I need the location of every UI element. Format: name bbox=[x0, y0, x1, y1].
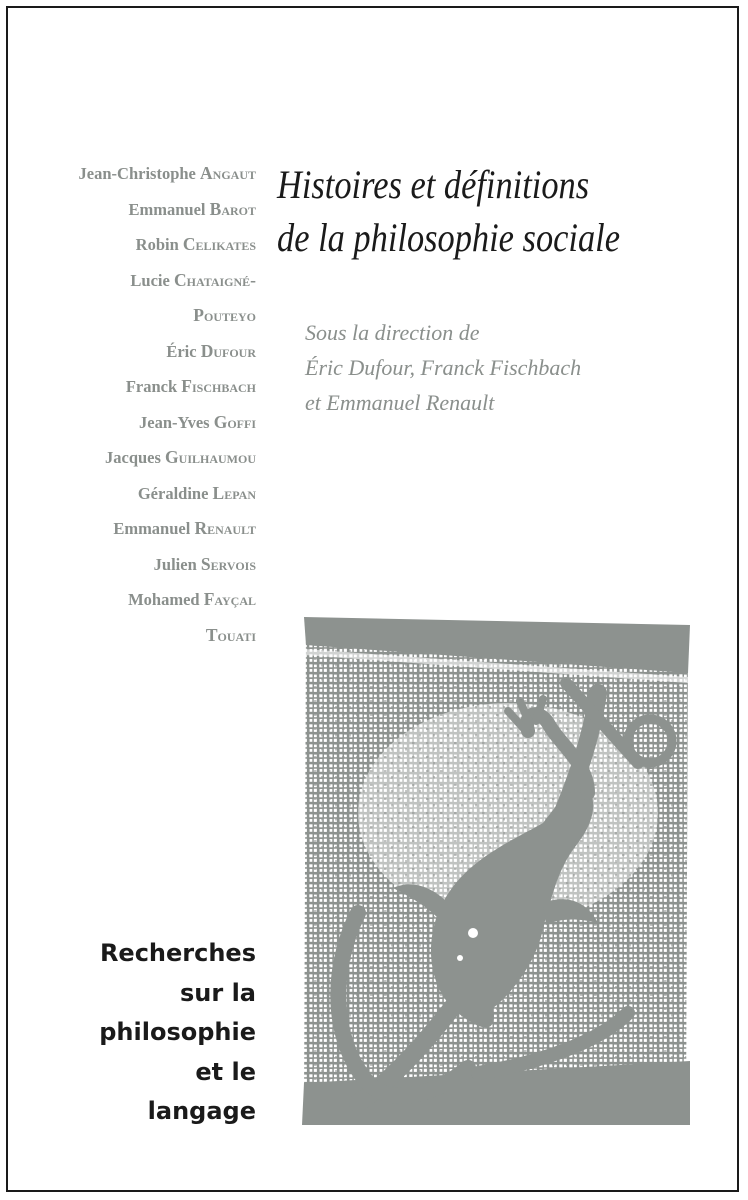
author-line: Jean-Christophe Angaut bbox=[78, 163, 256, 183]
series-line-1: Recherches bbox=[99, 939, 256, 967]
book-title bbox=[277, 158, 655, 264]
author-line: Pouteyo bbox=[193, 305, 256, 325]
direction-line-3: et Emmanuel Renault bbox=[305, 390, 495, 415]
direction-line-2: Éric Dufour, Franck Fischbach bbox=[305, 355, 582, 380]
author-line: Julien Servois bbox=[153, 553, 256, 574]
series-line-4: et le bbox=[195, 1057, 256, 1086]
author-line: Jacques Guilhaumou bbox=[105, 447, 256, 467]
series-line-5: langage bbox=[147, 1097, 256, 1125]
mosaic-illustration bbox=[298, 613, 690, 1125]
author-line: Emmanuel Barot bbox=[128, 198, 256, 219]
series-title bbox=[40, 934, 256, 1132]
author-line: Lucie Chataigné- bbox=[130, 269, 256, 290]
direction-line-1: Sous la direction de bbox=[305, 320, 480, 345]
author-line: Mohamed Fayçal bbox=[128, 589, 256, 609]
editors-credit bbox=[305, 315, 705, 420]
series-line-3: philosophie bbox=[99, 1018, 256, 1046]
author-line: Touati bbox=[205, 624, 256, 645]
series-line-2: sur la bbox=[180, 978, 256, 1007]
author-line: Emmanuel Renault bbox=[113, 518, 256, 538]
author-line: Robin Celikates bbox=[135, 234, 256, 254]
author-line: Géraldine Lepan bbox=[137, 482, 256, 503]
author-line: Franck Fischbach bbox=[125, 376, 256, 396]
author-line: Jean-Yves Goffi bbox=[139, 411, 256, 432]
title-line-1: Histoires et définitions bbox=[277, 162, 590, 207]
author-list bbox=[30, 156, 256, 653]
author-line: Éric Dufour bbox=[166, 340, 256, 361]
dolphin-eye bbox=[468, 928, 478, 938]
title-line-2: de la philosophie sociale bbox=[277, 215, 620, 260]
